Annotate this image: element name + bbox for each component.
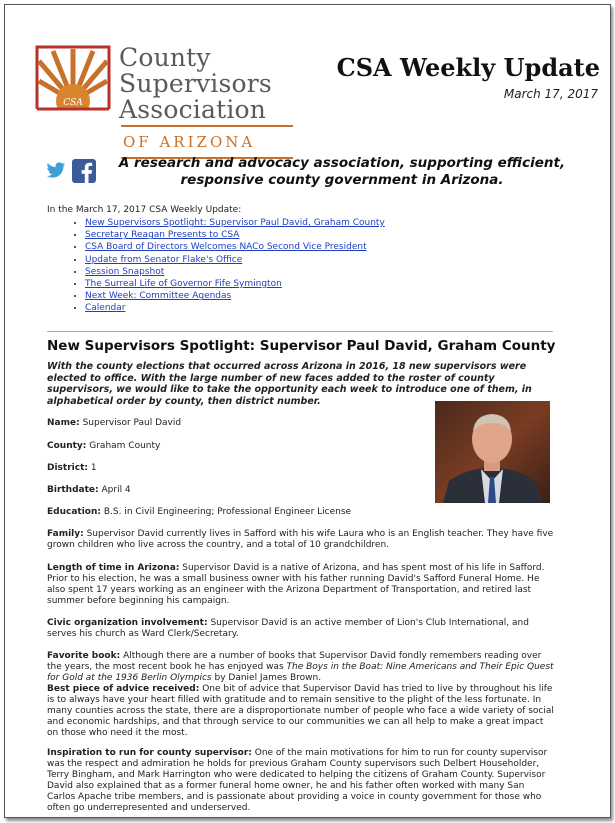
toc-link-spotlight[interactable]: New Supervisors Spotlight: Supervisor Paul David, Graham County (85, 218, 385, 228)
logo-association: Association (119, 95, 267, 124)
toc-list (65, 217, 385, 315)
toc-link-naco[interactable]: CSA Board of Directors Welcomes NACo Second Vice President (85, 242, 367, 253)
logo-county: County (119, 43, 211, 72)
toc-link-session[interactable]: Session Snapshot (85, 266, 165, 277)
para-advice: Best piece of advice received: One bit of advice that Supervisor David has tried to live by throughout his life is to always have your heart filled with gratitude and to remain sensitive to the plight of the less fortunate. In many counties across the state, there are a disproportionate number of people who face a wide variety of social and economic hardships, and that through service to our communities we can all help to make a great impact on those who need it the most. (47, 684, 554, 738)
para-inspiration: Inspiration to run for county supervisor: One of the main motivations for him to run for county supervisor was the respect and admiration he holds for previous Graham County supervisors such Delbert Householder, Terry Bingham, and Mark Harrington who were dedicated to helping the citizens of Graham County. Supervisor David also explained that as a former funeral home owner, he and his father often worked with many San Carlos Apache tribe members, and is passionate about providing a voice in county government for those who often go underrepresented and underserved. (47, 748, 548, 813)
facebook-icon[interactable] (72, 159, 96, 187)
toc-item (85, 302, 385, 314)
article-heading: New Supervisors Spotlight: Supervisor Paul David, Graham County (47, 338, 556, 354)
csa-logo (31, 33, 301, 149)
book-title: The Boys in the Boat: Nine Americans and Their Epic Quest for Gold at the 1936 Berlin Olympics (47, 662, 554, 683)
article-intro: With the county elections that occurred across Arizona in 2016, 18 new supervisors were elected to office. With the large number of new faces added to the roster of county supervisors, we would like to take the opportunity each week to introduce one of them, in alphabetical order by county, then district number. (47, 361, 532, 407)
toc-link-flake[interactable]: Update from Senator Flake's Office (85, 254, 243, 265)
field-district: District: 1 (47, 463, 97, 473)
toc-item (85, 217, 385, 229)
logo-of-arizona: OF ARIZONA (123, 133, 256, 151)
section-divider (47, 331, 553, 332)
field-name: Name: Supervisor Paul David (47, 418, 182, 428)
toc-item (85, 266, 385, 278)
toc-link-agendas[interactable]: Next Week: Committee Agendas (85, 291, 232, 302)
toc-item (85, 241, 385, 253)
newsletter-page (4, 4, 611, 818)
field-county: County: Graham County (47, 441, 161, 451)
para-book: Favorite book: Although there are a number of books that Supervisor David fondly remembers reading over the years, the most recent book he has enjoyed was The Boys in the Boat: Nine Americans and Their Epic Quest for Gold at the 1936 Berlin Olympics by Daniel James Brown. (47, 651, 554, 683)
field-education: Education: B.S. in Civil Engineering; Professional Engineer License (47, 507, 352, 517)
toc-intro: In the March 17, 2017 CSA Weekly Update: (47, 205, 242, 215)
tagline: A research and advocacy association, supporting efficient, responsive county government in Arizona. (118, 155, 566, 188)
logo-rule-top (121, 125, 293, 127)
toc-item (85, 278, 385, 290)
social-links (45, 159, 96, 187)
logo-supervisors: Supervisors (119, 69, 272, 98)
arizona-sunburst-logo (31, 43, 115, 133)
logo-wordmark (119, 45, 272, 123)
toc-link-reagan[interactable]: Secretary Reagan Presents to CSA (85, 230, 240, 241)
toc-item (85, 229, 385, 241)
newsletter-title: CSA Weekly Update (336, 53, 600, 82)
newsletter-date: March 17, 2017 (503, 87, 598, 101)
para-family: Family: Supervisor David currently lives in Safford with his wife Laura who is an English teacher. They have five grown children who live across the country, and a total of 10 grandchildren. (47, 529, 554, 550)
para-civic: Civic organization involvement: Supervisor David is an active member of Lion's Club International, and serves his church as Ward Clerk/Secretary. (47, 618, 529, 639)
toc-item (85, 290, 385, 302)
toc-link-calendar[interactable]: Calendar (85, 303, 126, 314)
field-birthdate: Birthdate: April 4 (47, 485, 131, 495)
para-length: Length of time in Arizona: Supervisor David is a native of Arizona, and has spent most of his life in Safford. Prior to his election, he was a small business owner with his father running David's Safford Funeral Home. He also spent 17 years working as an engineer with the Arizona Department of Transportation, and retired last summer before beginning his campaign. (47, 563, 545, 606)
supervisor-photo (435, 401, 550, 503)
twitter-icon[interactable] (45, 159, 67, 185)
toc-link-symington[interactable]: The Surreal Life of Governor Fife Symington (85, 279, 282, 290)
toc-item (85, 254, 385, 266)
svg-text:CSA: CSA (63, 98, 83, 108)
